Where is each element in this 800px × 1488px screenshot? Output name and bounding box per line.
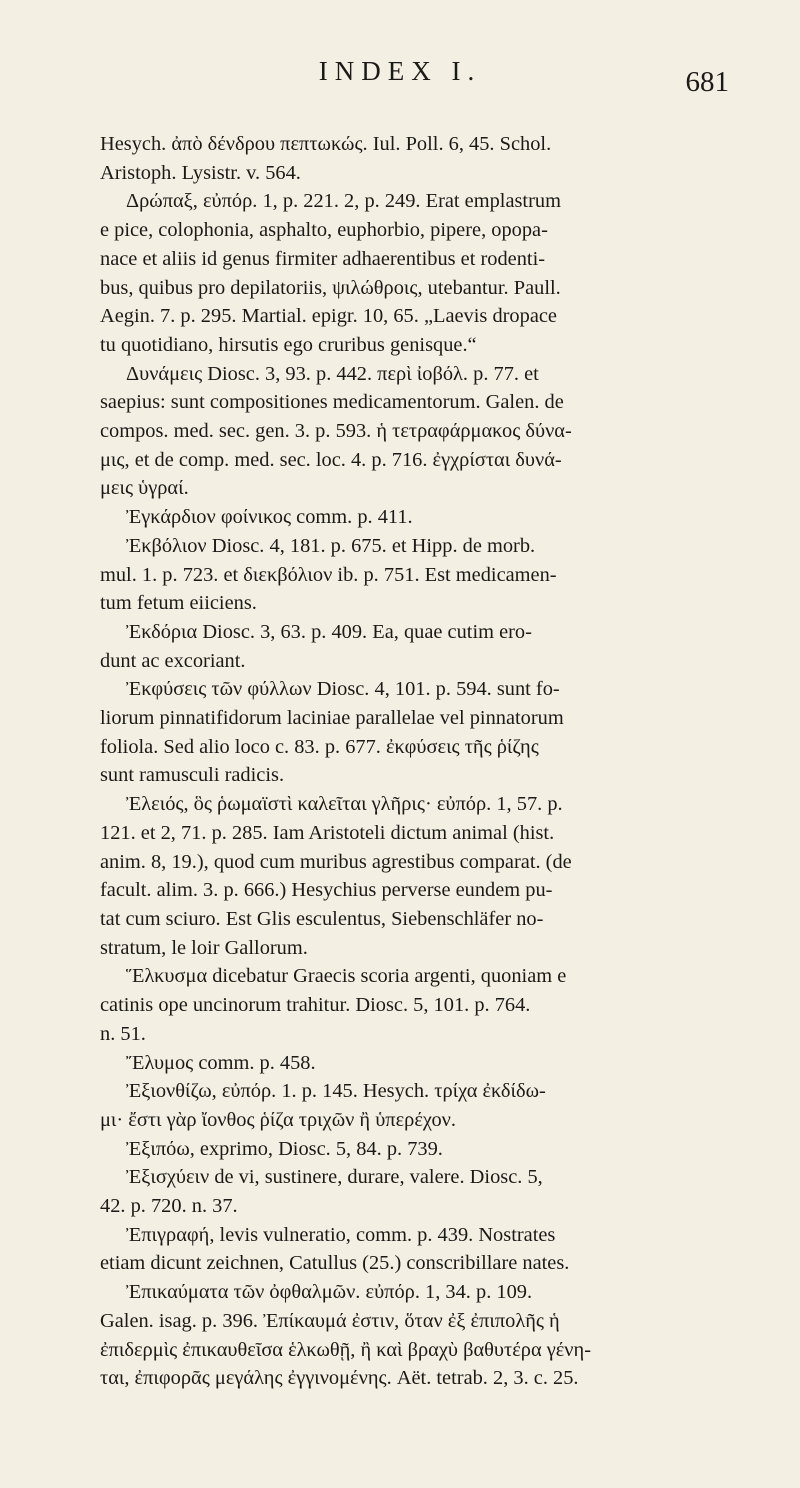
text-line: Ἐξιπόω, exprimo, Diosc. 5, 84. p. 739. <box>126 1137 443 1160</box>
text-line: compos. med. sec. gen. 3. p. 593. ἡ τετραφάρμακος δύνα- <box>100 420 572 443</box>
text-line: Δρώπαξ, εὐπόρ. 1, p. 221. 2, p. 249. Erat emplastrum <box>126 190 561 213</box>
page-header <box>0 0 800 96</box>
text-line: stratum, le loir Gallorum. <box>100 936 308 959</box>
text-line: Ἐξιονθίζω, εὐπόρ. 1. p. 145. Hesych. τρίχα ἐκδίδω- <box>126 1080 546 1103</box>
text-line: Ἐλειός, ὃς ῥωμαϊστὶ καλεῖται γλῆρις· εὐπόρ. 1, 57. p. <box>126 793 563 816</box>
text-line: catinis ope uncinorum trahitur. Diosc. 5, 101. p. 764. <box>100 994 531 1017</box>
text-line: Ἐπιγραφή, levis vulneratio, comm. p. 439. Nostrates <box>126 1223 556 1246</box>
text-line: etiam dicunt zeichnen, Catullus (25.) conscribillare nates. <box>100 1252 570 1275</box>
text-line: anim. 8, 19.), quod cum muribus agrestibus comparat. (de <box>100 850 572 873</box>
text-line: Ἐπικαύματα τῶν ὀφθαλμῶν. εὐπόρ. 1, 34. p. 109. <box>126 1281 533 1304</box>
text-line: Ἕλκυσμα dicebatur Graecis scoria argenti, quoniam e <box>126 965 567 988</box>
index-text <box>100 130 728 1393</box>
text-line: ἐπιδερμὶς ἐπικαυθεῖσα ἑλκωθῇ, ἢ καὶ βραχὺ βαθυτέρα γένη- <box>100 1338 591 1361</box>
text-line: sunt ramusculi radicis. <box>100 764 285 787</box>
text-line: 121. et 2, 71. p. 285. Iam Aristoteli dictum animal (hist. <box>100 821 555 844</box>
text-line: n. 51. <box>100 1022 146 1045</box>
text-line: μις, et de comp. med. sec. loc. 4. p. 716. ἐγχρίσται δυνά- <box>100 448 562 471</box>
running-head: INDEX I. <box>318 56 482 86</box>
text-line: tum fetum eiiciens. <box>100 592 257 615</box>
text-line: Ἐκφύσεις τῶν φύλλων Diosc. 4, 101. p. 594. sunt fo- <box>126 678 560 701</box>
text-line: ται, ἐπιφορᾶς μεγάλης ἐγγινομένης. Aët. tetrab. 2, 3. c. 25. <box>100 1367 579 1390</box>
text-line: liorum pinnatifidorum laciniae parallelae vel pinnatorum <box>100 707 564 730</box>
text-line: bus, quibus pro depilatoriis, ψιλώθροις, utebantur. Paull. <box>100 276 561 299</box>
text-line: tat cum sciuro. Est Glis esculentus, Siebenschläfer no- <box>100 907 544 930</box>
text-line: μεις ὑγραί. <box>100 477 189 500</box>
text-line: Aristoph. Lysistr. v. 564. <box>100 161 301 184</box>
text-line: Hesych. ἀπὸ δένδρου πεπτωκώς. Iul. Poll. 6, 45. Schol. <box>100 133 552 155</box>
text-line: Ἐκβόλιον Diosc. 4, 181. p. 675. et Hipp. de morb. <box>126 534 536 557</box>
text-line: tu quotidiano, hirsutis ego cruribus genisque.“ <box>100 333 477 356</box>
text-line: nace et aliis id genus firmiter adhaerentibus et rodenti- <box>100 247 546 270</box>
text-line: Ἐγκάρδιον φοίνικος comm. p. 411. <box>126 506 413 529</box>
text-line: facult. alim. 3. p. 666.) Hesychius perverse eundem pu- <box>100 879 553 902</box>
text-line: Ἔλυμος comm. p. 458. <box>126 1051 316 1074</box>
text-line: foliola. Sed alio loco c. 83. p. 677. ἐκφύσεις τῆς ῥίζης <box>100 735 539 758</box>
text-line: 42. p. 720. n. 37. <box>100 1195 238 1218</box>
text-line: Galen. isag. p. 396. Ἐπίκαυμά ἐστιν, ὅταν ἐξ ἐπιπολῆς ἡ <box>100 1309 560 1332</box>
text-line: saepius: sunt compositiones medicamentorum. Galen. de <box>100 391 564 414</box>
text-line: μι· ἔστι γὰρ ἴονθος ῥίζα τριχῶν ἢ ὑπερέχον. <box>100 1108 456 1131</box>
text-line: dunt ac excoriant. <box>100 649 246 672</box>
text-line: Ἐκδόρια Diosc. 3, 63. p. 409. Ea, quae cutim ero- <box>126 620 532 643</box>
text-line: e pice, colophonia, asphalto, euphorbio, pipere, opopa- <box>100 219 548 242</box>
text-line: Aegin. 7. p. 295. Martial. epigr. 10, 65. „Laevis dropace <box>100 305 557 328</box>
text-line: Δυνάμεις Diosc. 3, 93. p. 442. περὶ ἰοβόλ. p. 77. et <box>126 362 539 385</box>
page-number: 681 <box>685 66 729 98</box>
text-line: mul. 1. p. 723. et διεκβόλιον ib. p. 751. Est medicamen- <box>100 563 557 586</box>
text-line: Ἐξισχύειν de vi, sustinere, durare, valere. Diosc. 5, <box>126 1166 543 1189</box>
